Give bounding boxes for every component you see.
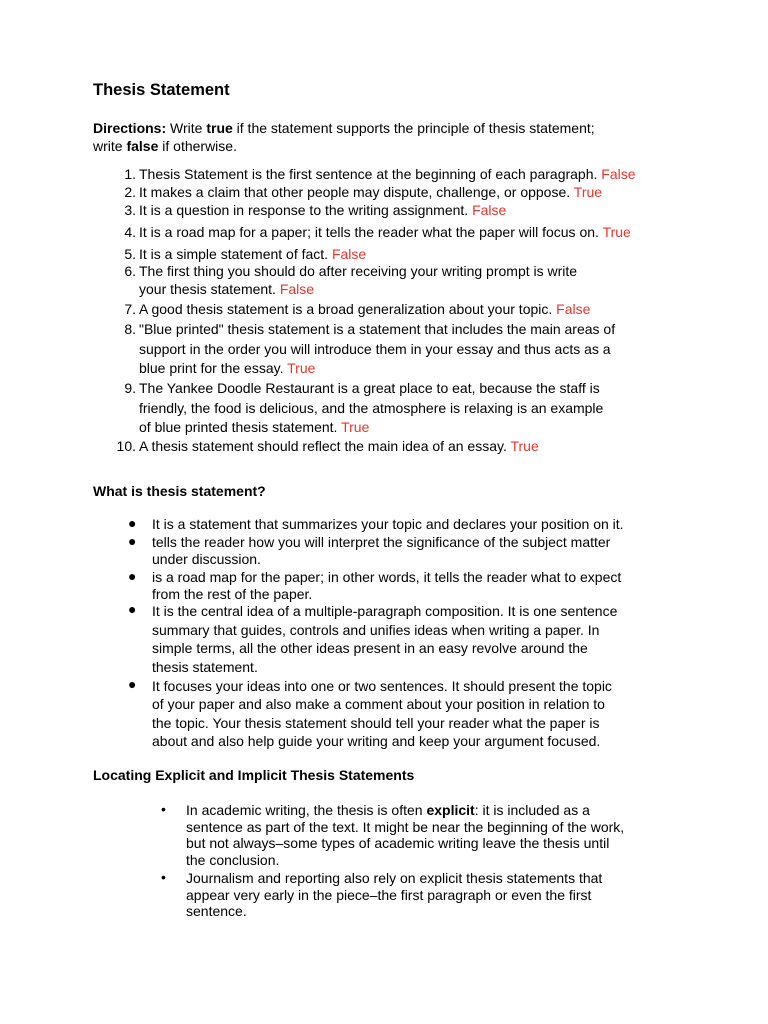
answer-label: True [341,419,370,435]
directions-text: if otherwise. [158,138,237,154]
answer-label: False [331,246,367,262]
directions-text: Write [166,120,207,136]
item-number: 9. [124,380,136,396]
answer-label: True [510,438,539,454]
document-page: Thesis Statement Directions: Write true if the statement supports the principle of thesis statement; write false if otherwise. 1. Thesis Statement is the first sentence at the beginning of each paragraph. False 2. It makes a claim that other people may dispute, challenge, or oppose. True 3. It is a question in response to the writing assignment. False 4. It is a road map for a paper; it tells the reader what the paper will focus on. True 5. It is a simple statement of fact. False 6. The first thing you should do after receiving your writing prompt is write your thesis statement. False 7. A good thesis statement is a broad generalization about your topic. False 8. "Blue printed" thesis statement is a statement that includes the main areas of support in the order you will introduce them in your essay and thus acts as a blue print for the essay. True 9. The Yankee Doodle Restaurant is a great place to eat, because the staff is friendly, the food is delicious, and the atmosphere is relaxing is an example of blue printed thesis statement. True 10. A thesis statement should reflect the main idea of an essay. True What is thesis statement? ● It is a statement that summarizes your topic and declares your position on it. ● tells the reader how you will interpret the significance of the subject matter under discussion. ● is a road map for the paper; in other words, it tells the reader what to expect from the rest of the paper. ● It is the central idea of a multiple-paragraph composition. It is one sentence summary that guides, controls and unifies ideas when writing a paper. In simple terms, all the other ideas present in an easy revolve around the thesis statement. ● It focuses your ideas into one or two sentences. It should present the topic of your paper and also make a comment about your position in relation to the topic. Your thesis statement should tell your reader what the paper is about and also help guide your writing and keep your argument focused. Locating Explicit and Implicit Thesis Statements • In academic writing, the thesis is often explicit: it is included as a sentence as part of the text. It might be near the beginning of the work, but not always–some types of academic writing leave the thesis until the conclusion. • Journalism and reporting also rely on explicit thesis statements that appear very early in the piece–the first paragraph or even the first sentence. [0,0,768,1024]
item-text: It is a road map for a paper; it tells the reader what the paper will focus on. True [139,224,631,240]
item-number: 2. [124,184,136,200]
item-text: The first thing you should do after receiving your writing prompt is write your thesis statement. False [139,263,578,297]
item-number: 8. [124,321,136,337]
item-text: Thesis Statement is the first sentence at the beginning of each paragraph. False [139,166,636,182]
answer-label: False [556,301,591,317]
answer-label: True [287,360,316,376]
answer-label: True [573,184,603,200]
section-heading-what-is: What is thesis statement? [93,483,266,499]
page-title: Thesis Statement [93,81,230,99]
item-text: "Blue printed" thesis statement is a statement that includes the main areas of support in the order you will introduce them in your essay and thus acts as a blue print for the essay. True [139,321,616,376]
item-text: It is a simple statement of fact. False [139,246,367,262]
item-text: A thesis statement should reflect the main idea of an essay. True [139,438,539,454]
item-number: 6. [124,263,136,279]
item-text: A good thesis statement is a broad generalization about your topic. False [139,301,591,317]
directions-line-2 [93,137,693,155]
directions-text: write [93,138,127,154]
directions-text: if the statement supports the principle of thesis statement; [232,120,595,136]
section-heading-locating: Locating Explicit and Implicit Thesis Statements [93,767,415,783]
bullet-icon: ● [128,601,137,617]
answer-label: False [601,166,636,182]
item-number: 10. [116,438,136,454]
answer-label: False [472,202,507,218]
item-number: 5. [124,246,136,262]
item-text: It is a question in response to the writing assignment. False [139,202,507,218]
item-number: 1. [124,166,136,182]
directions-label: Directions: [93,120,167,136]
item-text: It makes a claim that other people may dispute, challenge, or oppose. True [139,184,603,200]
bullet-icon: ● [128,515,137,531]
bullet-icon: ● [128,568,137,584]
answer-label: True [602,224,631,240]
bullet-icon: • [161,869,166,885]
bullet-icon: ● [128,533,137,549]
item-text: The Yankee Doodle Restaurant is a great place to eat, because the staff is friendly, the food is delicious, and the atmosphere is relaxing is an example of blue printed thesis statement. True [139,380,604,435]
directions-paragraph [93,119,693,155]
explicit-keyword: explicit [426,802,475,818]
answer-label: False [279,280,315,297]
directions-line-1 [93,119,693,137]
bullet-icon: • [161,801,166,817]
item-number: 3. [124,202,136,218]
false-keyword: false [126,138,159,154]
item-number: 7. [124,301,136,317]
bullet-icon: ● [128,676,137,692]
item-number: 4. [124,224,136,240]
true-keyword: true [206,120,233,136]
